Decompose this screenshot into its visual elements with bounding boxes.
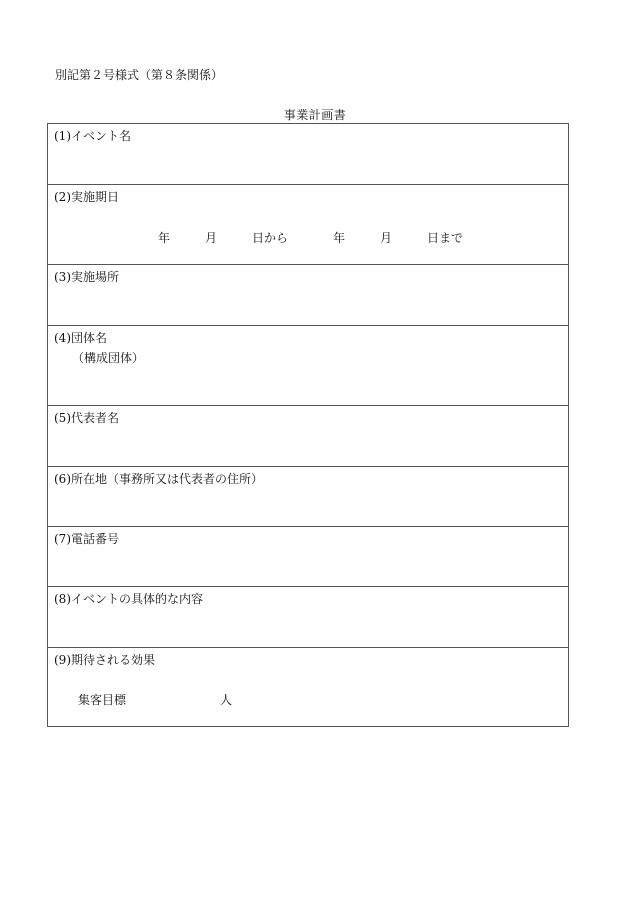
period-label: (2)実施期日 — [54, 190, 119, 204]
end-day-unit: 日まで — [427, 231, 464, 245]
effects-label: (9)期待される効果 — [54, 653, 155, 667]
event-name-label: (1)イベント名 — [54, 129, 131, 143]
start-day-unit: 日から — [252, 231, 289, 245]
row-organization[interactable] — [48, 326, 568, 406]
attendance-target-unit: 人 — [220, 693, 233, 707]
phone-label: (7)電話番号 — [54, 532, 119, 546]
end-month-unit: 月 — [380, 231, 393, 245]
start-year-unit: 年 — [158, 231, 171, 245]
document-title: 事業計画書 — [283, 108, 347, 122]
organization-label: (4)団体名 — [54, 331, 107, 345]
representative-label: (5)代表者名 — [54, 411, 119, 425]
form-table — [47, 123, 569, 727]
row-venue[interactable] — [48, 265, 568, 326]
row-address[interactable] — [48, 467, 568, 527]
details-label: (8)イベントの具体的な内容 — [54, 592, 203, 606]
row-representative[interactable] — [48, 406, 568, 467]
row-effects[interactable] — [48, 648, 568, 726]
row-details[interactable] — [48, 587, 568, 648]
attendance-target-label: 集客目標 — [78, 693, 127, 707]
row-phone[interactable] — [48, 527, 568, 587]
end-year-unit: 年 — [333, 231, 346, 245]
form-reference: 別記第２号様式（第８条関係） — [55, 68, 224, 82]
start-month-unit: 月 — [205, 231, 218, 245]
row-event-name[interactable] — [48, 124, 568, 185]
member-organizations-label: （構成団体） — [72, 351, 145, 365]
row-period[interactable] — [48, 185, 568, 265]
venue-label: (3)実施場所 — [54, 270, 119, 284]
address-label: (6)所在地（事務所又は代表者の住所） — [54, 472, 263, 486]
